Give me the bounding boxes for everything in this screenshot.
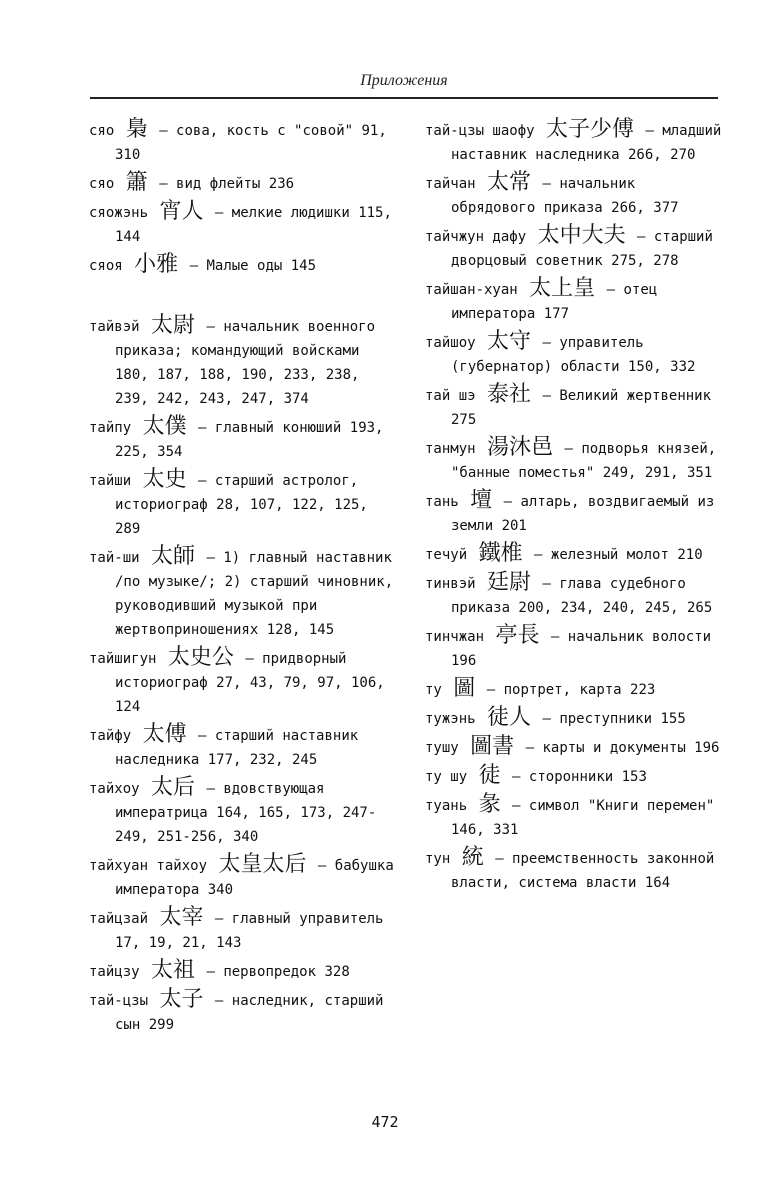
glossary-entry: тайфу 太傅 – старший наставник наследника 177, 232, 245 <box>89 722 359 768</box>
glossary-entry: тайхоу 太后 – вдовствующая императрица 164, 165, 173, 247-249, 251-256, 340 <box>89 775 377 845</box>
glossary-entry: туань 彖 – символ "Книги перемен" 146, 331 <box>425 792 715 838</box>
glossary-entry: тужэнь 徒人 – преступники 155 <box>425 705 686 730</box>
glossary-entry: тай-цзы шаофу 太子少傅 – младший наставник наследника 266, 270 <box>425 117 722 163</box>
glossary-entry: тайцзай 太宰 – главный управитель 17, 19, 21, 143 <box>89 905 384 951</box>
glossary-entry: тайцзу 太祖 – первопредок 328 <box>89 958 350 983</box>
glossary-entry: тайшоу 太守 – управитель (губернатор) области 150, 332 <box>425 329 696 375</box>
glossary-entry: тайчжун дафу 太中大夫 – старший дворцовый советник 275, 278 <box>425 223 713 269</box>
glossary-entry: ту шу 徒 – сторонники 153 <box>425 763 647 788</box>
glossary-entry: тай-цзы 太子 – наследник, старший сын 299 <box>89 987 384 1033</box>
glossary-entry: ту 圖 – портрет, карта 223 <box>425 676 656 701</box>
glossary-entry: тайхуан тайхоу 太皇太后 – бабушка императора 340 <box>89 852 394 898</box>
running-header: Приложения <box>360 72 448 89</box>
glossary-entry: танмун 湯沐邑 – подворья князей, "банные поместья" 249, 291, 351 <box>425 435 717 481</box>
glossary-entry: тинвэй 廷尉 – глава судебного приказа 200, 234, 240, 245, 265 <box>425 570 713 616</box>
glossary-entry: тайшан-хуан 太上皇 – отец императора 177 <box>425 276 658 322</box>
glossary-entry: сяоя 小雅 – Малые оды 145 <box>89 252 317 277</box>
left-column <box>89 118 394 1041</box>
glossary-entry: тайвэй 太尉 – начальник военного приказа; командующий войсками 180, 187, 188, 190, 233, 238, 239, 242, 243, 247, 374 <box>89 313 376 407</box>
header-rule <box>90 97 718 99</box>
glossary-entry: тайчан 太常 – начальник обрядового приказа 266, 377 <box>425 170 679 216</box>
glossary-entry: тушу 圖書 – карты и документы 196 <box>425 734 720 759</box>
glossary-entry: сяо 簫 – вид флейты 236 <box>89 170 295 195</box>
glossary-entry: тайши 太史 – старший астролог, историограф 28, 107, 122, 125, 289 <box>89 467 368 537</box>
glossary-entry: тай шэ 泰社 – Великий жертвенник 275 <box>425 382 712 428</box>
glossary-entry: тайшигун 太史公 – придворный историограф 27, 43, 79, 97, 106, 124 <box>89 645 385 715</box>
glossary-entry: тун 統 – преемственность законной власти, система власти 164 <box>425 845 715 891</box>
glossary-entry: сяожэнь 宵人 – мелкие людишки 115, 144 <box>89 199 392 245</box>
glossary-entry: тайпу 太僕 – главный конюший 193, 225, 354 <box>89 414 384 460</box>
glossary-entry: сяо 梟 – сова, кость с "совой" 91, 310 <box>89 117 387 163</box>
glossary-entry: тань 壇 – алтарь, воздвигаемый из земли 201 <box>425 488 715 534</box>
glossary-entry: тинчжан 亭長 – начальник волости 196 <box>425 623 712 669</box>
glossary-entry: течуй 鐵椎 – железный молот 210 <box>425 541 703 566</box>
right-column <box>425 118 725 899</box>
glossary-entry: тай-ши 太師 – 1) главный наставник /по музыке/; 2) старший чиновник, руководивший музыкой при жертвоприношениях 128, 145 <box>89 544 394 638</box>
page-number: 472 <box>371 1113 399 1131</box>
